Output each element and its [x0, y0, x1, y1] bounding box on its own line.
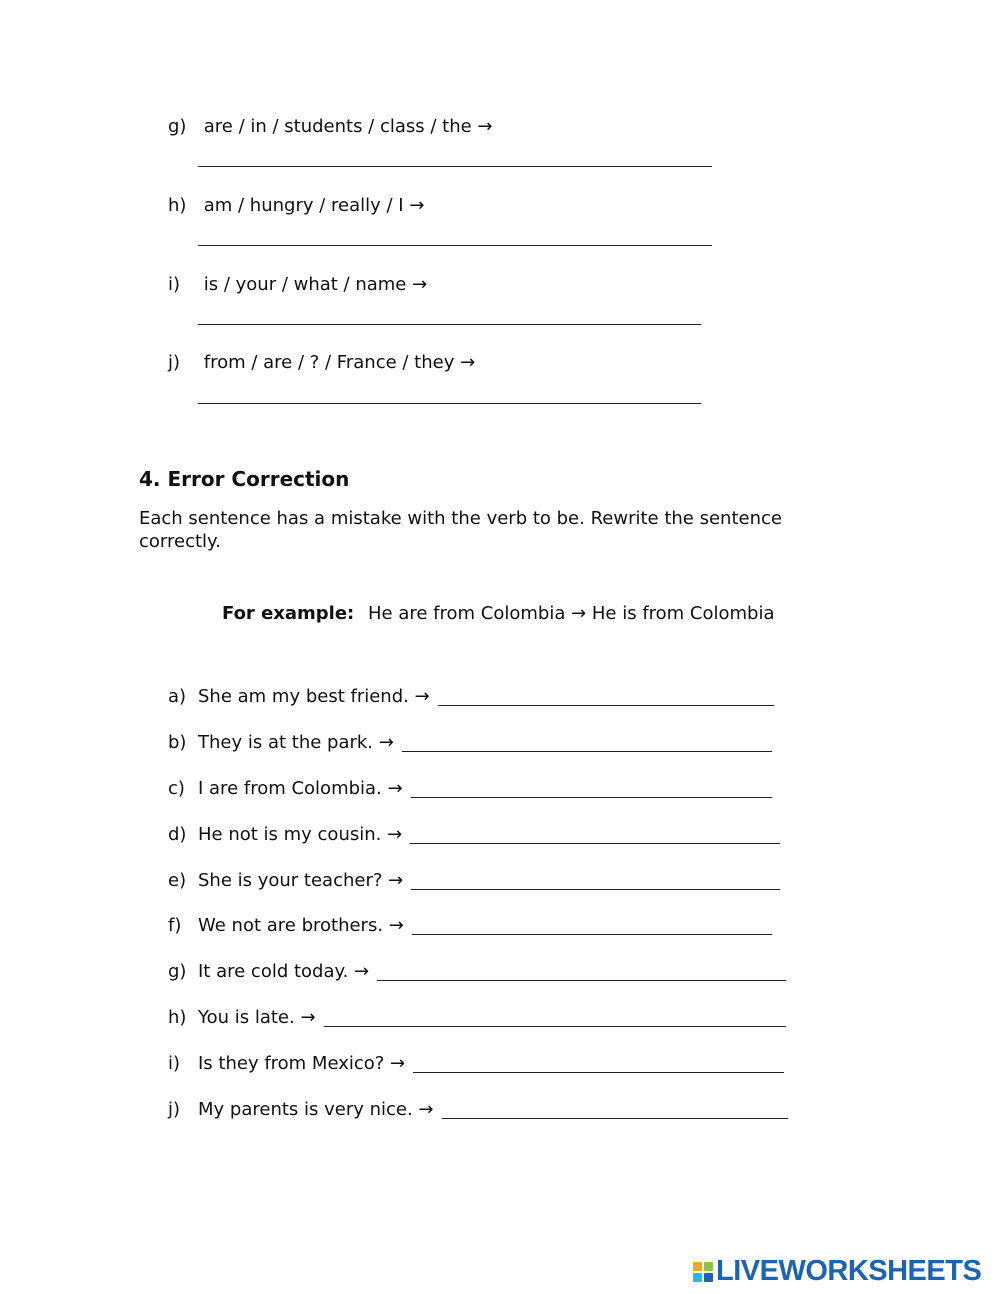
- section-instructions: Each sentence has a mistake with the verb to be. Rewrite the sentence correctly.: [139, 508, 782, 552]
- example: [222, 603, 775, 624]
- item-label: i): [168, 274, 181, 295]
- error-item: [168, 961, 369, 982]
- item-text: is / your / what / name →: [203, 274, 428, 295]
- item-label: g): [168, 116, 187, 137]
- answer-line-j[interactable]: [198, 403, 701, 404]
- item-text: She is your teacher? →: [198, 870, 404, 891]
- answer-line[interactable]: [412, 934, 772, 935]
- answer-line[interactable]: [402, 751, 772, 752]
- answer-line[interactable]: [410, 843, 780, 844]
- answer-line[interactable]: [413, 1072, 784, 1073]
- item-text: You is late. →: [198, 1007, 316, 1028]
- error-item: [168, 870, 403, 891]
- logo-square: [693, 1262, 702, 1271]
- item-text: Is they from Mexico? →: [198, 1053, 406, 1074]
- item-label: i): [168, 1053, 181, 1074]
- answer-line[interactable]: [411, 889, 780, 890]
- brand-name: LIVEWORKSHEETS: [716, 1255, 982, 1287]
- ordering-item-h: [168, 195, 424, 216]
- error-item: [168, 1007, 316, 1028]
- error-item: [168, 778, 403, 799]
- error-item: [168, 824, 402, 845]
- logo-icon: [693, 1262, 713, 1282]
- item-label: d): [168, 824, 187, 845]
- error-item: [168, 732, 394, 753]
- item-text: My parents is very nice. →: [198, 1099, 434, 1120]
- item-text: It are cold today. →: [198, 961, 370, 982]
- logo-square: [704, 1273, 713, 1282]
- logo-square: [704, 1262, 713, 1271]
- answer-line[interactable]: [442, 1118, 788, 1119]
- item-label: g): [168, 961, 187, 982]
- item-label: a): [168, 686, 187, 707]
- ordering-item-i: [168, 274, 427, 295]
- item-text: from / are / ? / France / they →: [203, 352, 476, 373]
- section-title: 4. Error Correction: [139, 467, 350, 491]
- answer-line[interactable]: [324, 1026, 786, 1027]
- logo-square: [693, 1273, 702, 1282]
- item-label: h): [168, 1007, 187, 1028]
- item-label: j): [168, 1099, 181, 1120]
- example-label: For example:: [222, 603, 355, 624]
- answer-line[interactable]: [411, 797, 772, 798]
- item-label: c): [168, 778, 185, 799]
- item-text: They is at the park. →: [198, 732, 394, 753]
- answer-line[interactable]: [377, 980, 786, 981]
- item-text: are / in / students / class / the →: [203, 116, 493, 137]
- item-text: She am my best friend. →: [198, 686, 430, 707]
- liveworksheets-logo: [693, 1255, 981, 1288]
- item-label: e): [168, 870, 187, 891]
- error-item: [168, 686, 430, 707]
- item-label: b): [168, 732, 187, 753]
- error-item: [168, 915, 404, 936]
- error-item: [168, 1053, 405, 1074]
- error-item: [168, 1099, 434, 1120]
- answer-line-g[interactable]: [198, 166, 712, 167]
- answer-line-i[interactable]: [198, 324, 701, 325]
- item-text: am / hungry / really / I →: [203, 195, 425, 216]
- item-label: f): [168, 915, 182, 936]
- item-text: I are from Colombia. →: [198, 778, 403, 799]
- example-text: He are from Colombia → He is from Colombia: [368, 603, 775, 624]
- item-label: j): [168, 352, 181, 373]
- answer-line-h[interactable]: [198, 245, 712, 246]
- ordering-item-j: [168, 352, 475, 373]
- item-label: h): [168, 195, 187, 216]
- item-text: He not is my cousin. →: [198, 824, 403, 845]
- item-text: We not are brothers. →: [198, 915, 404, 936]
- answer-line[interactable]: [438, 705, 774, 706]
- ordering-item-g: [168, 116, 493, 137]
